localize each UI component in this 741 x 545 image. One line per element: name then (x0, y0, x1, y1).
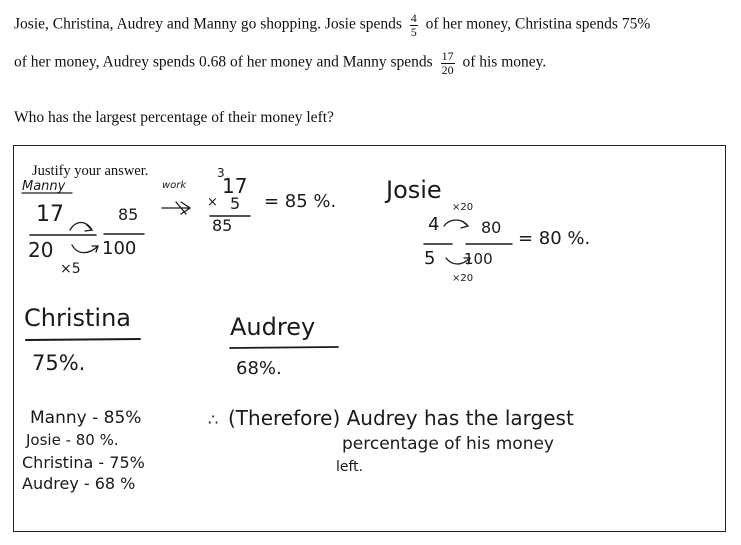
work-product: 85 (212, 216, 233, 235)
manny-arrow-bottom (72, 245, 98, 253)
summary-audrey: Audrey - 68 % (22, 474, 136, 493)
manny-calc-numerator: 17 (36, 202, 64, 227)
christina-underline (26, 339, 140, 340)
conclusion-line-2: percentage of his money (342, 434, 554, 454)
josie-calc-numerator: 4 (428, 214, 440, 235)
josie-arrow-top (444, 220, 468, 228)
audrey-underline (230, 347, 338, 348)
work-arrow-icon (162, 202, 190, 214)
audrey-value: 68%. (236, 358, 282, 379)
problem-line-1-start: Josie, Christina, Audrey and Manny go shopping. Josie spends (14, 15, 402, 33)
work-top-number: 17 (222, 174, 248, 198)
josie-result: = 80 %. (518, 228, 591, 249)
manny-fraction-denominator: 20 (441, 62, 454, 77)
justify-prompt: Justify your answer. (32, 163, 149, 179)
manny-calc-denominator: 20 (28, 238, 54, 262)
manny-fraction-numerator: 17 (441, 49, 454, 63)
christina-heading: Christina (24, 304, 132, 332)
manny-equiv-numerator: 85 (118, 205, 139, 224)
work-multiplier: 5 (230, 194, 241, 213)
question-text: Who has the largest percentage of their money left? (14, 109, 334, 126)
conclusion-line-3: left. (336, 459, 364, 475)
josie-mult-top: ×20 (452, 202, 474, 213)
josie-fraction-numerator: 4 (410, 11, 417, 25)
summary-christina: Christina - 75% (22, 453, 145, 472)
josie-mult-bottom: ×20 (452, 273, 474, 284)
problem-line-2-end: of his money. (462, 53, 547, 71)
audrey-heading: Audrey (230, 313, 316, 341)
josie-equiv-denominator: 100 (464, 250, 493, 268)
therefore-symbol: ∴ (208, 410, 219, 429)
work-result: = 85 %. (264, 191, 337, 212)
manny-heading: Manny (22, 179, 66, 194)
problem-line-1-end: of her money, Christina spends 75% (425, 15, 651, 33)
josie-equiv-numerator: 80 (481, 218, 502, 237)
work-carry: 3 (217, 166, 225, 180)
work-note: work (162, 180, 187, 191)
summary-josie: Josie - 80 %. (26, 431, 119, 449)
manny-arrow-top (70, 223, 92, 232)
josie-arrow-bottom (446, 258, 470, 264)
josie-fraction-denominator: 5 (410, 24, 417, 39)
manny-equiv-denominator: 100 (102, 238, 137, 259)
problem-line-2-start: of her money, Audrey spends 0.68 of her money and Manny spends (14, 53, 433, 71)
summary-manny: Manny - 85% (30, 408, 142, 428)
conclusion-line-1: (Therefore) Audrey has the largest (228, 406, 574, 430)
work-times-sign: × (207, 195, 218, 210)
christina-value: 75%. (32, 351, 86, 375)
josie-heading: Josie (386, 176, 442, 204)
josie-calc-denominator: 5 (424, 248, 436, 269)
manny-calc-multiplier: ×5 (60, 261, 81, 277)
